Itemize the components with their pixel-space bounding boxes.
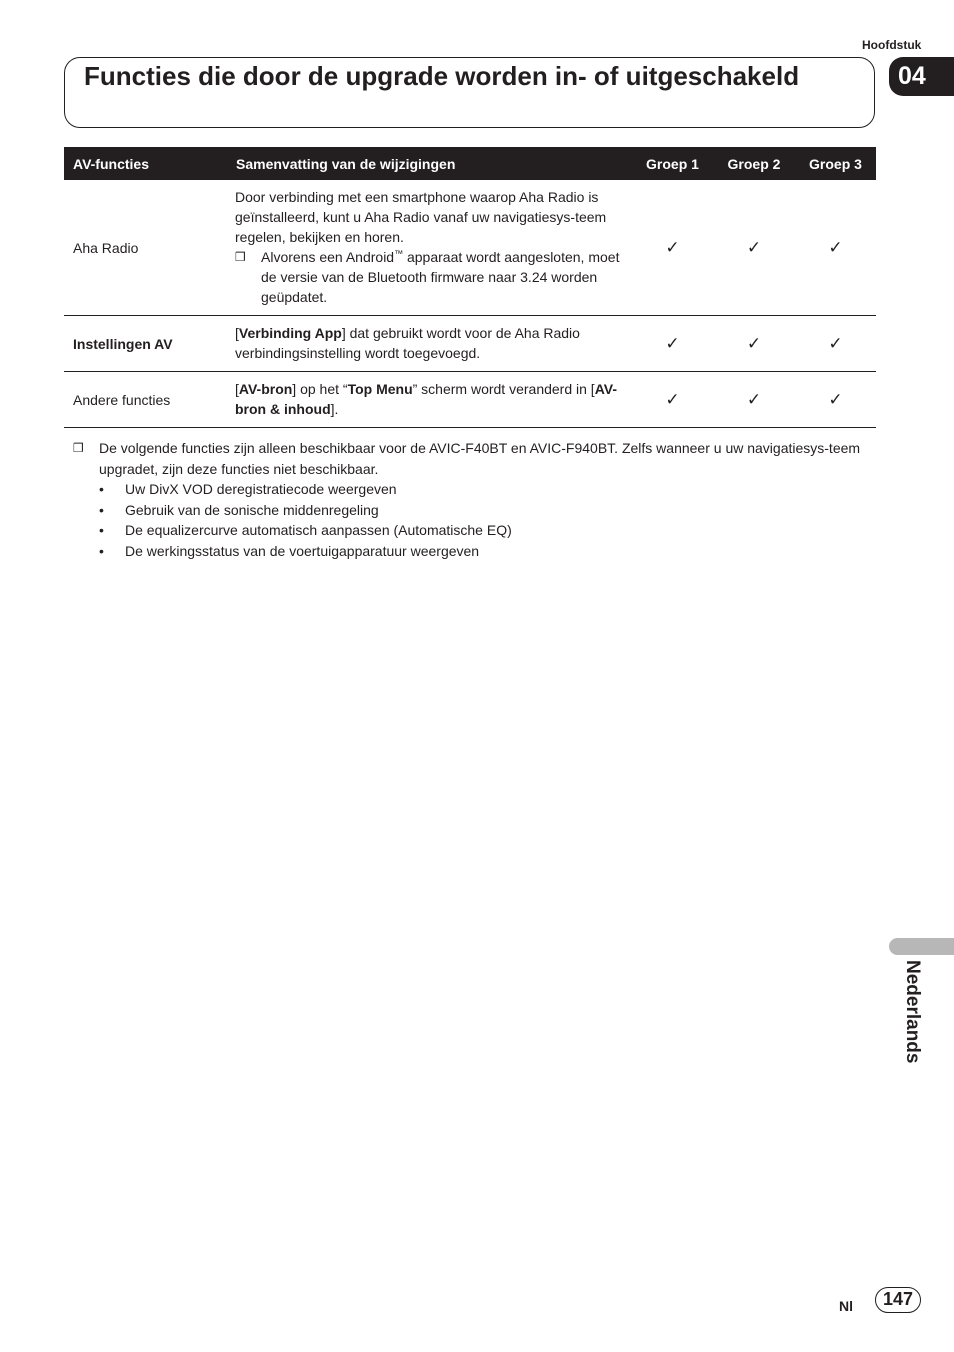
check-icon: ✓	[795, 180, 876, 316]
header-group2: Groep 2	[713, 147, 795, 180]
bullet-icon: •	[99, 501, 104, 518]
chapter-number-badge: 04	[889, 57, 954, 96]
check-icon: ✓	[632, 180, 713, 316]
list-item: • Gebruik van de sonische middenregeling	[99, 500, 893, 521]
table-row	[64, 372, 876, 428]
table-header-row	[64, 147, 876, 180]
check-icon: ✓	[713, 316, 795, 372]
bullet-icon: •	[99, 522, 104, 538]
language-label: Nederlands	[902, 960, 923, 1064]
row-summary: [Verbinding App] dat gebruikt wordt voor de Aha Radio verbindingsinstelling wordt toegevoegd.	[227, 316, 632, 372]
list-item: • De werkingsstatus van de voertuigapparatuur weergeven	[99, 541, 893, 562]
bullet-icon: •	[99, 481, 104, 497]
header-feature: AV-functies	[64, 147, 227, 180]
table-row	[64, 316, 876, 372]
row-feature: Instellingen AV	[64, 316, 227, 372]
row-summary: [AV-bron] op het “Top Menu” scherm wordt veranderd in [AV-bron & inhoud].	[227, 372, 632, 428]
header-summary: Samenvatting van de wijzigingen	[227, 147, 632, 180]
note-text: De volgende functies zijn alleen beschikbaar voor de AVIC-F40BT en AVIC-F940BT. Zelfs wanneer u uw navigatiesys-teem upgradet, zijn deze functies niet beschikbaar.	[99, 440, 861, 477]
page-number: 147	[875, 1287, 921, 1313]
check-icon: ✓	[713, 180, 795, 316]
chapter-label: Hoofdstuk	[862, 38, 922, 52]
row-feature: Aha Radio	[64, 180, 227, 316]
language-tab	[889, 938, 954, 955]
footer-language-code: Nl	[839, 1298, 853, 1314]
note-checkbox-icon: ❒	[235, 250, 246, 264]
check-icon: ✓	[795, 372, 876, 428]
check-icon: ✓	[632, 316, 713, 372]
page-title: Functies die door de upgrade worden in- of uitgeschakeld	[84, 61, 800, 91]
list-item: • Uw DivX VOD deregistratiecode weergeven	[99, 479, 893, 500]
summary-note: Alvorens een Android™ apparaat wordt aangesloten, moet de versie van de Bluetooth firmware naar 3.24 worden geüpdatet.	[261, 248, 620, 305]
table-row	[64, 180, 876, 316]
header-group3: Groep 3	[795, 147, 876, 180]
header-group1: Groep 1	[632, 147, 713, 180]
row-feature: Andere functies	[64, 372, 227, 428]
availability-note	[73, 438, 893, 561]
check-icon: ✓	[795, 316, 876, 372]
summary-text: Door verbinding met een smartphone waarop Aha Radio is geïnstalleerd, kunt u Aha Radio vanaf uw navigatiesys-teem regelen, bekijken en horen.	[235, 189, 607, 245]
bullet-icon: •	[99, 542, 104, 559]
check-icon: ✓	[632, 372, 713, 428]
check-icon: ✓	[713, 372, 795, 428]
list-item: • De equalizercurve automatisch aanpassen (Automatische EQ)	[99, 520, 893, 541]
note-list	[73, 479, 893, 561]
note-checkbox-icon: ❒	[73, 441, 84, 455]
row-summary	[227, 180, 632, 316]
av-functions-table	[64, 147, 876, 428]
